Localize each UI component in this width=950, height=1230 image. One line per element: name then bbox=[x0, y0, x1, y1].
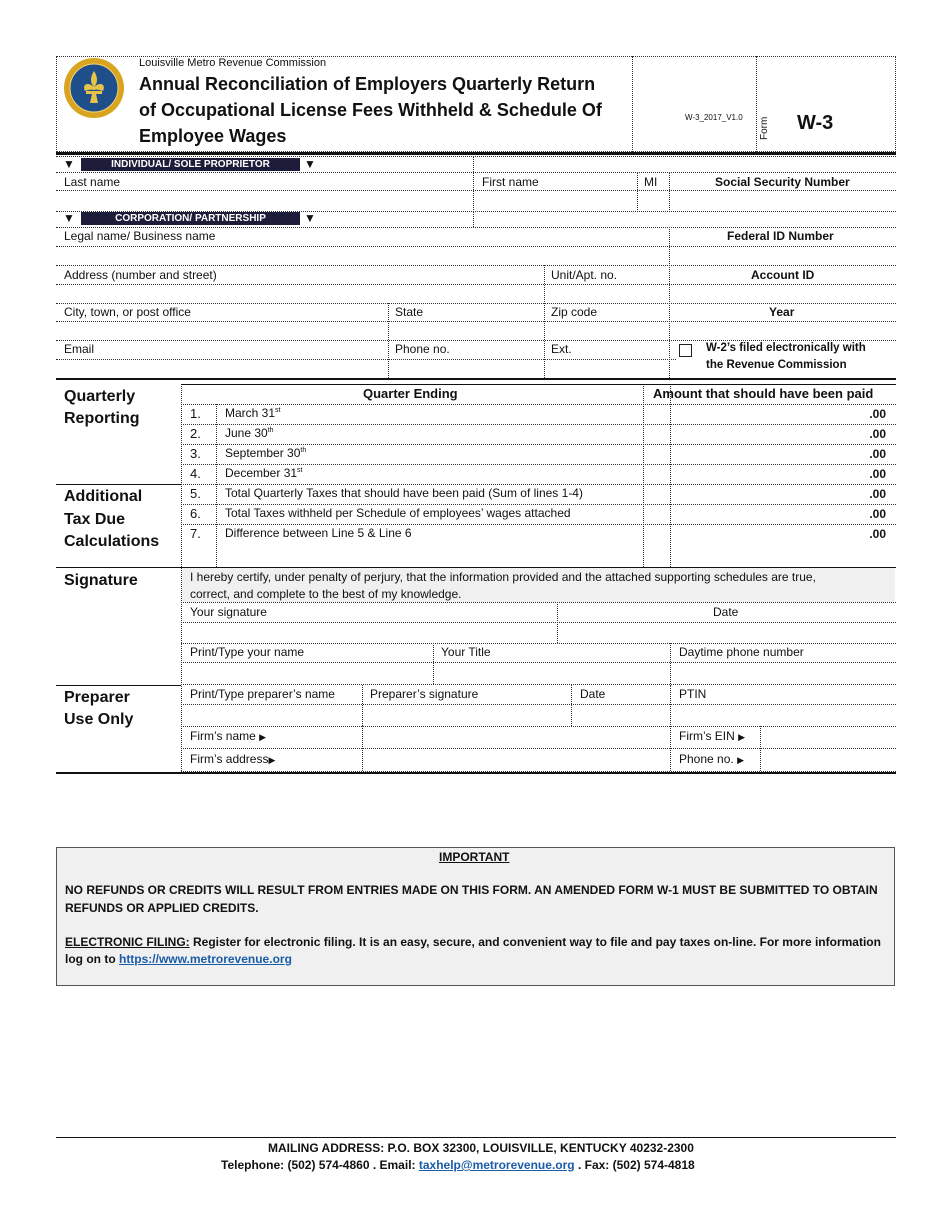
year-field[interactable] bbox=[670, 322, 895, 339]
triangle-right-icon: ▶ bbox=[259, 732, 267, 742]
your-title-field[interactable] bbox=[434, 663, 669, 683]
certify-text-1: I hereby certify, under penalty of perjury, that the information provided and the attached supporting schedules are true, bbox=[190, 570, 816, 584]
efiling-label: ELECTRONIC FILING: bbox=[65, 935, 190, 949]
additional-label: Total Quarterly Taxes that should have been paid (Sum of lines 1-4) bbox=[225, 486, 583, 500]
ext-label: Ext. bbox=[551, 342, 572, 356]
preparer-name-label: Print/Type preparer’s name bbox=[190, 687, 335, 701]
w2-electronic-label-1: W-2’s filed electronically with bbox=[706, 342, 866, 354]
mailing-address: MAILING ADDRESS: P.O. BOX 32300, LOUISVILLE, KENTUCKY 40232-2300 bbox=[268, 1141, 694, 1155]
last-name-field[interactable] bbox=[57, 191, 472, 210]
quarter-amount[interactable]: .00 bbox=[869, 407, 886, 421]
firm-address-label: Firm’s address▶ bbox=[190, 752, 276, 766]
line-number: 1. bbox=[190, 406, 201, 421]
last-name-label: Last name bbox=[64, 175, 121, 189]
triangle-right-icon: ▶ bbox=[738, 732, 746, 742]
agency-name: Louisville Metro Revenue Commission bbox=[139, 57, 327, 69]
daytime-phone-label: Daytime phone number bbox=[679, 645, 804, 659]
ext-field[interactable] bbox=[545, 360, 668, 377]
quarter-amount[interactable]: .00 bbox=[869, 427, 886, 441]
legal-name-label: Legal name/ Business name bbox=[64, 229, 216, 243]
firm-ein-label: Firm’s EIN ▶ bbox=[679, 729, 746, 743]
zip-field[interactable] bbox=[545, 322, 668, 339]
preparer-date-field[interactable] bbox=[572, 705, 669, 725]
email-label: Email bbox=[64, 342, 95, 356]
quarter-amount[interactable]: .00 bbox=[869, 467, 886, 481]
mi-label: MI bbox=[644, 175, 658, 189]
preparer-date-label: Date bbox=[580, 687, 606, 701]
preparer-heading-2: Use Only bbox=[64, 711, 134, 728]
dropdown-arrow-icon: ▼ bbox=[63, 157, 75, 171]
line-number: 7. bbox=[190, 526, 201, 541]
print-name-field[interactable] bbox=[182, 663, 432, 683]
address-field[interactable] bbox=[57, 285, 543, 302]
city-field[interactable] bbox=[57, 322, 387, 339]
quarter-ending-header: Quarter Ending bbox=[363, 386, 458, 401]
additional-amount[interactable]: .00 bbox=[869, 507, 886, 521]
unit-label: Unit/Apt. no. bbox=[551, 268, 618, 282]
your-title-label: Your Title bbox=[441, 645, 491, 659]
individual-section-bar: INDIVIDUAL/ SOLE PROPRIETOR bbox=[81, 158, 300, 171]
daytime-phone-field[interactable] bbox=[671, 663, 895, 683]
quarter-label: June 30th bbox=[225, 426, 274, 440]
quarterly-heading-2: Reporting bbox=[64, 410, 140, 427]
firm-name-label: Firm’s name ▶ bbox=[190, 729, 267, 743]
address-label: Address (number and street) bbox=[64, 268, 217, 282]
quarter-label: September 30th bbox=[225, 446, 307, 460]
amount-header: Amount that should have been paid bbox=[653, 386, 874, 401]
preparer-phone-field[interactable] bbox=[761, 749, 895, 770]
line-number: 5. bbox=[190, 486, 201, 501]
state-label: State bbox=[395, 305, 424, 319]
quarterly-heading-1: Quarterly bbox=[64, 388, 136, 405]
additional-amount[interactable]: .00 bbox=[869, 487, 886, 501]
w2-electronic-checkbox[interactable] bbox=[679, 344, 692, 357]
firm-ein-field[interactable] bbox=[761, 727, 895, 747]
signature-heading: Signature bbox=[64, 572, 138, 589]
mi-field[interactable] bbox=[638, 191, 668, 210]
certify-text-2: correct, and complete to the best of my knowledge. bbox=[190, 587, 462, 601]
form-title-line-3: Employee Wages bbox=[139, 126, 287, 146]
w2-electronic-label-2: the Revenue Commission bbox=[706, 359, 847, 371]
efiling-text-2: log on to https://www.metrorevenue.org bbox=[65, 952, 292, 966]
additional-heading-2: Tax Due bbox=[64, 511, 126, 528]
additional-heading-1: Additional bbox=[64, 488, 143, 505]
dropdown-arrow-icon: ▼ bbox=[63, 211, 75, 225]
preparer-name-field[interactable] bbox=[182, 705, 361, 725]
phone-label: Phone no. bbox=[395, 342, 450, 356]
first-name-label: First name bbox=[482, 175, 539, 189]
additional-amount[interactable]: .00 bbox=[869, 527, 886, 541]
additional-label: Total Taxes withheld per Schedule of employees’ wages attached bbox=[225, 506, 571, 520]
account-id-label: Account ID bbox=[751, 268, 815, 282]
quarter-label: March 31st bbox=[225, 406, 281, 420]
city-label: City, town, or post office bbox=[64, 305, 191, 319]
fein-label: Federal ID Number bbox=[727, 229, 834, 243]
important-title: IMPORTANT bbox=[439, 850, 510, 864]
first-name-field[interactable] bbox=[474, 191, 636, 210]
line-number: 2. bbox=[190, 426, 201, 441]
firm-address-field[interactable] bbox=[363, 749, 669, 770]
preparer-heading-1: Preparer bbox=[64, 689, 130, 706]
print-name-label: Print/Type your name bbox=[190, 645, 305, 659]
metrorevenue-link[interactable]: https://www.metrorevenue.org bbox=[118, 952, 292, 966]
form-title-line-1: Annual Reconciliation of Employers Quarterly Return bbox=[139, 74, 596, 94]
preparer-phone-label: Phone no. ▶ bbox=[679, 752, 744, 766]
line-number: 6. bbox=[190, 506, 201, 521]
signature-date-label: Date bbox=[713, 605, 739, 619]
form-label: Form bbox=[759, 116, 770, 140]
corporation-section-bar: CORPORATION/ PARTNERSHIP bbox=[81, 212, 300, 225]
preparer-signature-field[interactable] bbox=[363, 705, 570, 725]
line-number: 4. bbox=[190, 466, 201, 481]
important-text-2: REFUNDS OR APPLIED CREDITS. bbox=[65, 901, 259, 915]
triangle-right-icon: ▶ bbox=[268, 755, 276, 765]
dropdown-arrow-icon: ▼ bbox=[304, 157, 316, 171]
email-link[interactable]: taxhelp@metrorevenue.org bbox=[418, 1158, 575, 1172]
year-label: Year bbox=[769, 305, 795, 319]
additional-label: Difference between Line 5 & Line 6 bbox=[225, 526, 412, 540]
efiling-text-1: ELECTRONIC FILING: Register for electronic filing. It is an easy, secure, and convenient way to file and pay taxes on-line. For more information bbox=[65, 935, 881, 949]
louisville-seal-logo bbox=[63, 57, 125, 119]
triangle-right-icon: ▶ bbox=[737, 755, 744, 765]
ptin-label: PTIN bbox=[679, 687, 707, 701]
ptin-field[interactable] bbox=[671, 705, 895, 725]
preparer-signature-label: Preparer’s signature bbox=[370, 687, 479, 701]
zip-label: Zip code bbox=[551, 305, 598, 319]
quarter-label: December 31st bbox=[225, 466, 303, 480]
your-signature-field[interactable] bbox=[182, 623, 556, 642]
ssn-field[interactable] bbox=[670, 191, 895, 210]
contact-line: Telephone: (502) 574-4860 . Email: taxhelp@metrorevenue.org . Fax: (502) 574-4818 bbox=[221, 1158, 695, 1172]
state-field[interactable] bbox=[389, 322, 543, 339]
dropdown-arrow-icon: ▼ bbox=[304, 211, 316, 225]
firm-name-field[interactable] bbox=[363, 727, 669, 747]
unit-field[interactable] bbox=[545, 285, 668, 302]
account-id-field[interactable] bbox=[670, 285, 895, 302]
important-text-1: NO REFUNDS OR CREDITS WILL RESULT FROM ENTRIES MADE ON THIS FORM. AN AMENDED FORM W-1 MUST BE SUBMITTED TO OBTAIN bbox=[65, 883, 878, 897]
quarter-amount[interactable]: .00 bbox=[869, 447, 886, 461]
email-field[interactable] bbox=[57, 360, 387, 377]
additional-heading-3: Calculations bbox=[64, 533, 160, 550]
form-id: W-3 bbox=[797, 112, 834, 134]
fein-field[interactable] bbox=[670, 247, 895, 264]
form-version: W-3_2017_V1.0 bbox=[685, 113, 743, 122]
your-signature-label: Your signature bbox=[190, 605, 267, 619]
legal-name-field[interactable] bbox=[57, 247, 668, 264]
line-number: 3. bbox=[190, 446, 201, 461]
phone-field[interactable] bbox=[389, 360, 543, 377]
ssn-label: Social Security Number bbox=[715, 175, 850, 189]
form-title-line-2: of Occupational License Fees Withheld & Schedule Of bbox=[139, 100, 602, 120]
signature-date-field[interactable] bbox=[558, 623, 895, 642]
